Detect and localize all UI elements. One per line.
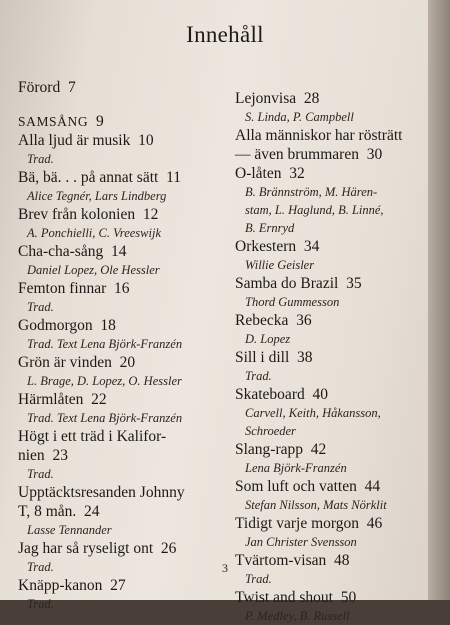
entry-credit: stam, L. Haglund, B. Linné,: [245, 203, 384, 217]
entry-credit: Trad.: [27, 560, 54, 574]
toc-column-left: [18, 78, 218, 613]
entry-title-line: [235, 164, 440, 183]
entry-page: 35: [346, 275, 362, 292]
entry-title-line: [235, 477, 440, 496]
entry-title-line: [235, 348, 440, 367]
entry-page: 30: [366, 146, 383, 163]
entry-title-line: [18, 390, 218, 409]
toc-entry: [18, 242, 218, 279]
page-title: Innehåll: [186, 22, 264, 47]
entry-credit: Schroeder: [245, 424, 296, 438]
entry-page: 42: [310, 441, 327, 458]
entry-title-line: [235, 311, 440, 330]
entry-page: 14: [110, 243, 127, 260]
toc-entry: [18, 168, 218, 205]
entry-title-line: [18, 427, 218, 446]
entry-credit: Carvell, Keith, Håkansson,: [245, 406, 381, 420]
entry-credit: Trad.: [27, 152, 54, 166]
entry-page: 11: [166, 169, 182, 186]
toc-column-right: [235, 89, 440, 625]
entry-credit: B. Ernryd: [245, 221, 295, 235]
entry-title-line: [235, 440, 440, 459]
entry-title: Skateboard: [235, 386, 305, 403]
entry-title-line: [18, 279, 218, 298]
toc-entry: [235, 126, 440, 164]
entry-title-line: [235, 588, 440, 607]
entry-title: Alla människor har rösträtt: [235, 127, 403, 144]
entry-title: Orkestern: [235, 238, 297, 255]
entry-title: — även brummaren: [235, 146, 359, 163]
entry-title: Härmlåten: [18, 391, 84, 408]
entry-title-line: [18, 131, 218, 150]
toc-entry: [235, 274, 440, 311]
entry-title: Grön är vinden: [18, 354, 112, 371]
toc-entry: [18, 390, 218, 427]
entry-title: Jag har så ryseligt ont: [18, 540, 154, 557]
entry-title-line: [18, 242, 218, 261]
entry-title-line: [18, 502, 218, 521]
entry-title-line: [235, 89, 440, 108]
entry-page: 23: [52, 447, 68, 464]
entry-page: 40: [312, 386, 328, 403]
entry-title-line: [235, 145, 440, 164]
page-number: 3: [222, 561, 228, 575]
entry-title-line: [18, 483, 218, 502]
entry-title-line: [235, 274, 440, 293]
foreword-page: 7: [67, 79, 76, 96]
entry-page: 20: [119, 354, 136, 371]
entry-page: 26: [160, 540, 177, 557]
entry-title-line: [235, 126, 440, 145]
entry-title: Som luft och vatten: [235, 478, 357, 495]
entry-page: 24: [84, 503, 100, 520]
entry-page: 27: [110, 577, 126, 594]
toc-entry: [18, 483, 218, 539]
toc-entry: [18, 353, 218, 390]
entry-title: nien: [18, 447, 45, 464]
foreword-title: Förord: [18, 79, 61, 96]
entry-title: Upptäcktsresanden Johnny: [18, 484, 185, 501]
toc-entry: [18, 576, 218, 613]
entry-title: Högt i ett träd i Kalifor-: [18, 428, 167, 445]
entry-credit: Trad. Text Lena Björk-Franzén: [27, 411, 183, 425]
toc-entry: [18, 316, 218, 353]
entry-title: Sill i dill: [235, 349, 290, 366]
entry-page: 28: [303, 90, 320, 107]
toc-entry: [235, 237, 440, 274]
entry-credit: P. Medley, B. Russell: [245, 609, 350, 623]
entry-title: Lejonvisa: [235, 90, 297, 107]
entry-credit: L. Brage, D. Lopez, O. Hessler: [27, 374, 182, 388]
entry-credit: Trad.: [27, 467, 54, 481]
entry-credit: Willie Geisler: [245, 258, 315, 272]
entry-credit: Jan Christer Svensson: [245, 535, 357, 549]
entry-title: Femton finnar: [18, 280, 107, 297]
toc-entry: [235, 477, 440, 514]
entry-page: 36: [296, 312, 312, 329]
entry-page: 38: [297, 349, 313, 366]
entry-credit: Alice Tegnér, Lars Lindberg: [27, 189, 167, 203]
entry-title-line: [18, 316, 218, 335]
entry-title: Godmorgon: [18, 317, 93, 334]
entry-credit: Daniel Lopez, Ole Hessler: [27, 263, 160, 277]
entry-credit: Thord Gummesson: [245, 295, 340, 309]
entry-title: Tidigt varje morgon: [235, 515, 360, 532]
entry-page: 18: [100, 317, 116, 334]
entry-page: 44: [364, 478, 381, 495]
entry-page: 12: [142, 206, 159, 223]
entry-credit: D. Lopez: [245, 332, 291, 346]
entry-title: Bä, bä. . . på annat sätt: [18, 169, 159, 186]
entry-credit: Trad. Text Lena Björk-Franzén: [27, 337, 183, 351]
entry-credit: B. Brännström, M. Hären-: [245, 185, 378, 199]
entry-page: 32: [289, 165, 305, 182]
entry-title: Samba do Brazil: [235, 275, 339, 292]
toc-list-right: [235, 89, 440, 625]
entry-title-line: [18, 539, 218, 558]
entry-page: 46: [366, 515, 383, 532]
entry-title-line: [18, 446, 218, 465]
entry-title: Tvärtom-visan: [235, 552, 327, 569]
section-heading: [18, 112, 218, 131]
entry-title: Brev från kolonien: [18, 206, 136, 223]
entry-page: 48: [334, 552, 350, 569]
section-title: SAMSÅNG: [18, 114, 89, 129]
entry-credit: S. Linda, P. Campbell: [245, 110, 354, 124]
entry-title: Cha-cha-sång: [18, 243, 104, 260]
toc-entry: [235, 89, 440, 126]
entry-page: 10: [138, 132, 154, 149]
entry-title-line: [235, 237, 440, 256]
entry-title: T, 8 mån.: [18, 503, 77, 520]
toc-entry: [235, 164, 440, 237]
foreword-entry: [18, 78, 218, 97]
toc-entry: [235, 514, 440, 551]
toc-entry: [18, 131, 218, 168]
toc-list-left: [18, 131, 218, 613]
entry-credit: Trad.: [27, 300, 54, 314]
section-page: 9: [95, 113, 104, 130]
entry-title: O-låten: [235, 165, 282, 182]
entry-credit: Trad.: [27, 597, 54, 611]
entry-credit: Lena Björk-Franzén: [245, 461, 347, 475]
entry-page: 34: [303, 238, 320, 255]
entry-title: Slang-rapp: [235, 441, 304, 458]
toc-entry: [18, 205, 218, 242]
entry-credit: Trad.: [245, 369, 272, 383]
toc-entry: [235, 348, 440, 385]
entry-credit: Stefan Nilsson, Mats Nörklit: [245, 498, 387, 512]
entry-credit: A. Ponchielli, C. Vreeswijk: [27, 226, 161, 240]
entry-credit: Trad.: [245, 572, 272, 586]
toc-entry: [235, 311, 440, 348]
entry-title: Alla ljud är musik: [18, 132, 131, 149]
toc-entry: [235, 588, 440, 625]
entry-credit: Lasse Tennander: [27, 523, 112, 537]
entry-title: Rebecka: [235, 312, 289, 329]
toc-entry: [235, 440, 440, 477]
toc-entry: [235, 385, 440, 440]
toc-entry: [18, 427, 218, 483]
entry-title-line: [18, 576, 218, 595]
entry-title-line: [235, 514, 440, 533]
toc-entry: [18, 279, 218, 316]
entry-page: 16: [114, 280, 130, 297]
entry-title-line: [18, 353, 218, 372]
entry-page: 50: [340, 589, 357, 606]
entry-title-line: [18, 168, 218, 187]
entry-title: Twist and shout: [235, 589, 333, 606]
entry-title-line: [235, 385, 440, 404]
entry-title-line: [18, 205, 218, 224]
entry-title: Knäpp-kanon: [18, 577, 103, 594]
entry-page: 22: [91, 391, 107, 408]
